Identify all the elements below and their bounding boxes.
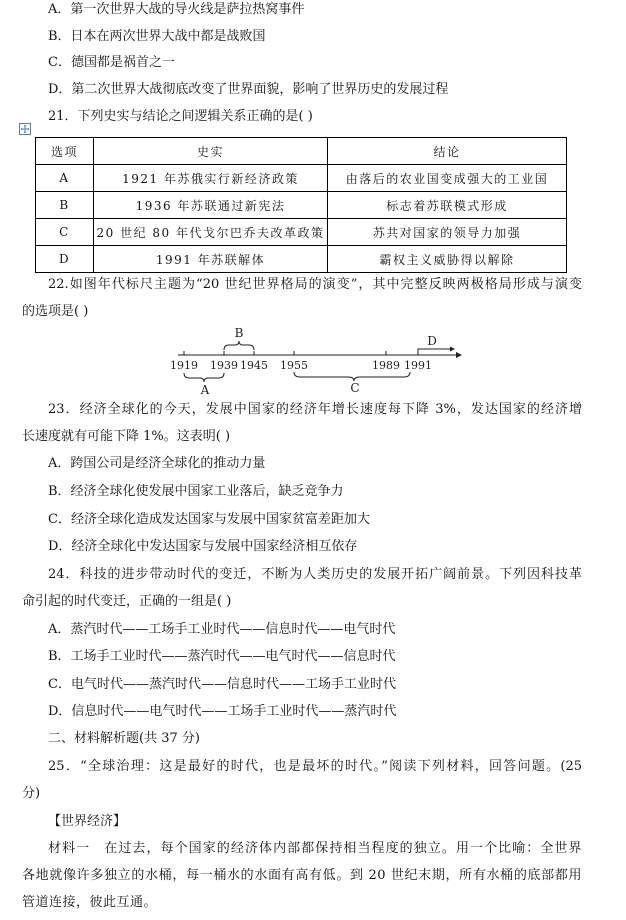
brace-b [224,341,254,350]
row-d-option: D [36,246,94,273]
table-move-handle-icon[interactable] [19,123,31,135]
table-row [36,246,567,273]
header-fact: 史实 [94,138,328,165]
q25-stem-line-2: 分) [22,786,41,801]
q25-subheading: 【世界经济】 [48,814,127,829]
table-header-row [36,138,567,165]
q24-option-b: B．工场手工业时代——蒸汽时代——电气时代——信息时代 [48,649,396,664]
q23-option-a: A．跨国公司是经济全球化的推动力量 [48,456,266,471]
header-conclusion: 结论 [328,138,567,165]
row-a-option: A [36,165,94,192]
brace-c [294,372,410,381]
segment-label-a: A [200,383,210,397]
table-row [36,192,567,219]
row-c-option: C [36,219,94,246]
segment-label-d: D [427,334,437,348]
year-label-1955: 1955 [280,359,308,372]
timeline-arrowhead [456,352,462,358]
year-label-1989: 1989 [372,359,400,372]
q23-stem-line-1: 23．经济全球化的今天，发展中国家的经济年增长速度每下降 3%，发达国家的经济增 [48,402,582,417]
row-c-conclusion: 苏共对国家的领导力加强 [328,219,567,246]
q21-table [35,137,567,273]
year-label-1919: 1919 [170,359,198,372]
q24-option-d: D．信息时代——电气时代——工场手工业时代——蒸汽时代 [48,704,397,719]
q20-option-b: B．日本在两次世界大战中都是战败国 [48,29,266,44]
table-move-handle-glyph [19,123,31,135]
arrow-d [418,349,450,355]
q24-stem-line-2: 命引起的时代变迁，正确的一组是( ) [22,594,232,609]
q23-option-b: B．经济全球化使发展中国家工业落后，缺乏竞争力 [48,484,344,499]
table-row [36,165,567,192]
year-label-1945: 1945 [240,359,268,372]
row-b-conclusion: 标志着苏联模式形成 [328,192,567,219]
segment-label-c: C [350,381,360,395]
q20-option-c: C．德国都是祸首之一 [48,55,175,70]
row-c-fact: 20 世纪 80 年代戈尔巴乔夫改革政策 [94,219,328,246]
header-option: 选项 [36,138,94,165]
q24-option-c: C．电气时代——蒸汽时代——信息时代——工场手工业时代 [48,677,396,692]
section-2-heading: 二、材料解析题(共 37 分) [48,731,200,746]
row-a-conclusion: 由落后的农业国变成强大的工业国 [328,165,567,192]
year-label-1939: 1939 [210,359,238,372]
q23-stem-line-2: 长速度就有可能下降 1%。这表明( ) [22,429,231,444]
q25-stem-line-1: 25．“全球治理：这是最好的时代，也是最坏的时代。”阅读下列材料，回答问题。(25 [48,759,582,774]
q25-material1-line-1: 材料一 在过去，每个国家的经济体内部都保持相当程度的独立。用一个比喻：全世界 [48,841,582,856]
q25-material1-line-3: 管道连接，彼此互通。 [22,895,158,910]
q21-stem: 21．下列史实与结论之间逻辑关系正确的是( ) [48,109,313,124]
q22-stem-line-1: 22.如图年代标尺主题为“20 世纪世界格局的演变”，其中完整反映两极格局形成与演变 [48,277,582,292]
segment-label-b: B [234,326,244,340]
q23-option-c: C．经济全球化造成发达国家与发展中国家贫富差距加大 [48,512,370,527]
row-b-option: B [36,192,94,219]
row-d-conclusion: 霸权主义威胁得以解除 [328,246,567,273]
q24-stem-line-1: 24．科技的进步带动时代的变迁，不断为人类历史的发展开拓广阔前景。下列因科技革 [48,567,582,582]
q20-option-a: A．第一次世界大战的导火线是萨拉热窝事件 [48,2,305,17]
table-row [36,219,567,246]
year-label-1991: 1991 [404,359,432,372]
q23-option-d: D．经济全球化中发达国家与发展中国家经济相互依存 [48,539,358,554]
q20-option-d: D．第二次世界大战彻底改变了世界面貌，影响了世界历史的发展过程 [48,82,449,97]
arrow-d-head [450,347,455,352]
q24-option-a: A．蒸汽时代——工场手工业时代——信息时代——电气时代 [48,622,396,637]
row-a-fact: 1921 年苏俄实行新经济政策 [94,165,328,192]
brace-a [184,373,224,382]
q22-stem-line-2: 的选项是( ) [22,304,89,319]
q25-material1-line-2: 各地就像许多独立的水桶，每一桶水的水面有高有低。到 20 世纪末期，所有水桶的底部都用 [22,868,582,883]
timeline-diagram [0,322,626,398]
row-b-fact: 1936 年苏联通过新宪法 [94,192,328,219]
row-d-fact: 1991 年苏联解体 [94,246,328,273]
